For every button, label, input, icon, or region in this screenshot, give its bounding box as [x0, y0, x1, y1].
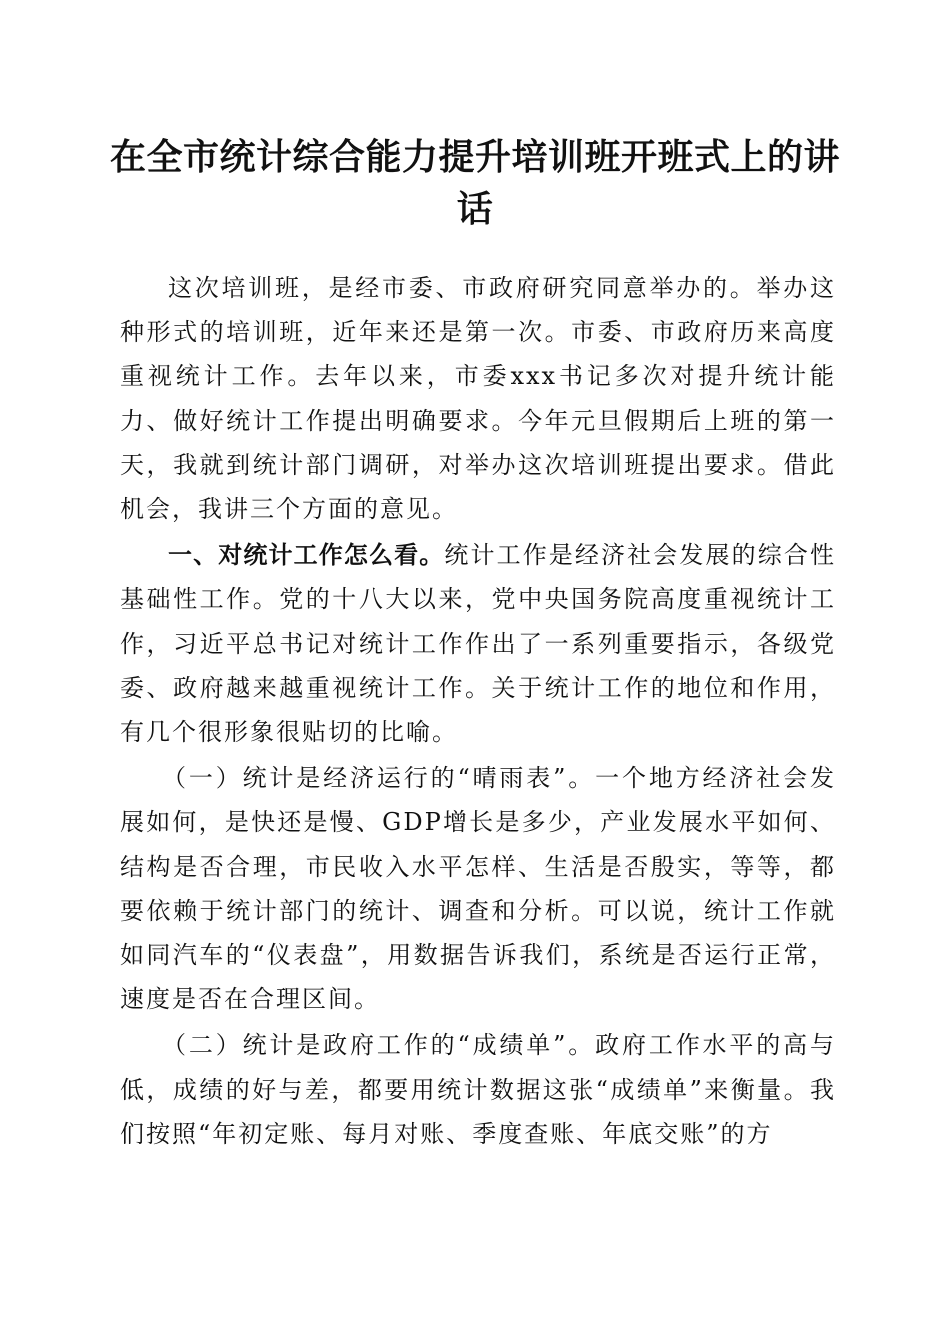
paragraph-intro [120, 266, 836, 531]
section-one-heading: 一、对统计工作怎么看。 [168, 541, 445, 570]
document-title: 在全市统计综合能力提升培训班开班式上的讲话 [110, 137, 841, 230]
paragraph-subsection-one-text: （一）统计是经济运行的“晴雨表”。一个地方经济社会发展如何，是快还是慢、GDP增长是多少，产业发展水平如何、结构是否合理，市民收入水平怎样、生活是否殷实，等等，都要依赖于统计部门的统计、调查和分析。可以说，统计工作就如同汽车的“仪表盘”，用数据告诉我们，系统是否运行正常，速度是否在合理区间。 [120, 764, 836, 1014]
paragraph-section-one-text: 统计工作是经济社会发展的综合性基础性工作。党的十八大以来，党中央国务院高度重视统计工作，习近平总书记对统计工作作出了一系列重要指示，各级党委、政府越来越重视统计工作。关于统计工作的地位和作用，有几个很形象很贴切的比喻。 [120, 541, 837, 747]
paragraph-subsection-one [120, 756, 836, 1021]
document-body [120, 266, 836, 1156]
paragraph-section-one [120, 533, 836, 754]
paragraph-subsection-two [120, 1023, 836, 1156]
paragraph-subsection-two-text: （二）统计是政府工作的“成绩单”。政府工作水平的高与低，成绩的好与差，都要用统计数据这张“成绩单”来衡量。我们按照“年初定账、每月对账、季度查账、年底交账”的方 [120, 1031, 836, 1148]
paragraph-intro-text: 这次培训班，是经市委、市政府研究同意举办的。举办这种形式的培训班，近年来还是第一次。市委、市政府历来高度重视统计工作。去年以来，市委xxx书记多次对提升统计能力、做好统计工作提出明确要求。今年元旦假期后上班的第一天，我就到统计部门调研，对举办这次培训班提出要求。借此机会，我讲三个方面的意见。 [120, 274, 836, 524]
